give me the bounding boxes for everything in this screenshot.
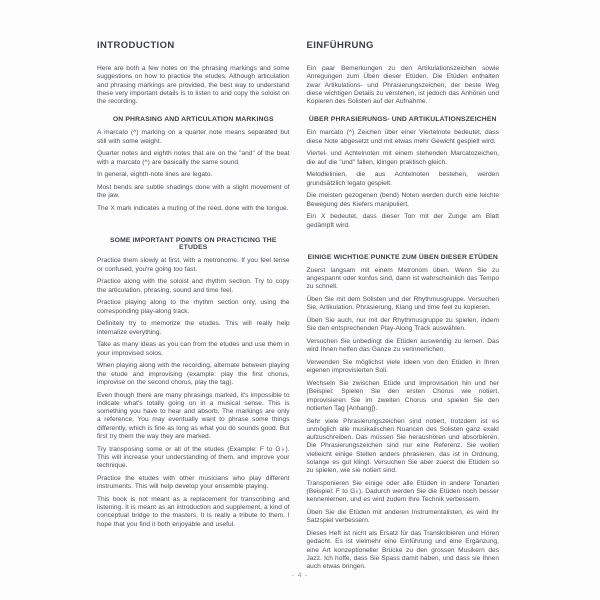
column-english [97, 40, 290, 576]
paragraph: Here are both a few notes on the phrasing markings and some suggestions on how to practice the etudes. Although articulation and phrasing markings are provided, the best way to understand these very important details is to listen to and copy the soloist on the recording. [97, 65, 290, 105]
paragraph: Practice them slowly at first, with a metronome. If you feel tense or confused, you're going too fast. [97, 257, 290, 273]
paragraph: Quarter notes and eighth notes that are on the "and" of the beat with a marcato (^) are basically the same sound. [97, 150, 290, 166]
paragraph: When playing along with the recording, alternate between playing the etude and improvising (example: play the first chorus, improvise on the second chorus, play the tag). [97, 362, 290, 386]
paragraph: Practice the etudes with other musicians who play different instruments. This will help develop your ensemble playing. [97, 474, 290, 490]
paragraph: Even though there are many phrasings marked, it's impossible to indicate what's totally going on in a musical sense. This is something you have to hear and absorb. The markings are only a reference. You may eventually want to phrase some things differently, which is fine as long as what you do sounds good. But first try them the way they are marked. [97, 391, 290, 440]
paragraph: Dieses Heft ist nicht als Ersatz für das Transkribieren und Hören gedacht. Es ist vielmehr eine Einführung und eine Ergänzung, eine Art konzeptioneller Brücke zu den grossen Musikern des Jazz. Ich hoffe, dass Sie Spass damit haben, und dass sie Ihnen auch etwas bringen. [306, 530, 499, 570]
section-heading-practicing-en: SOME IMPORTANT POINTS ON PRACTICING THE ETUDES [109, 237, 277, 252]
paragraph: Practice along with the soloist and rhythm section. Try to copy the articulation, phrasing, sound and time feel. [97, 278, 290, 294]
page-title-german: EINFÜHRUNG [306, 40, 374, 51]
paragraph: Take as many ideas as you can from the etudes and use them in your improvised solos. [97, 341, 290, 357]
intro-paragraphs-english [97, 65, 290, 106]
section-heading-practicing-de: EINIGE WICHTIGE PUNKTE ZUM ÜBEN DIESER ETÜDEN [307, 253, 498, 261]
paragraph: The X mark indicates a muting of the reed, done with the tongue. [97, 205, 289, 212]
paragraph: Üben Sie die Etüden mit anderen Instrumentalisten, es wird Ihr Satzspiel verbessern. [306, 509, 499, 525]
paragraph: This book is not meant as a replacement for transcribing and listening. It is meant as an introduction and supplement, a kind of conceptual bridge to the masters. It is really a tribute to them. I hope that you find it both enjoyable and useful. [97, 495, 290, 528]
section-phrasing-paragraphs-en [97, 129, 290, 213]
paragraph: In general, eighth-note lines are legato. [97, 171, 213, 179]
paragraph: Ein marcato (^) Zeichen über einer Viertelnote bedeutet, dass diese Note abgesetzt und mit etwas mehr Gewicht gespielt wird. [306, 129, 499, 145]
paragraph: Ein X bedeutet, dass dieser Ton mit der Zunge am Blatt gedämpft wird. [306, 213, 499, 229]
paragraph: Practice playing along to the rhythm section only, using the corresponding play-along track. [97, 299, 290, 315]
page-number: - 4 - [291, 572, 309, 579]
paragraph: Transponieren Sie einige oder alle Etüden in andere Tonarten (Beispiel: F to G♭). Dadurch werden Sie die Etüden noch besser kennenlernen, und es wird zudem Ihre Technik verbessern. [306, 479, 499, 504]
section-heading-phrasing-de: ÜBER PHRASIERUNGS- UND ARTIKULATIONSZEICHEN [308, 116, 497, 124]
paragraph: Try transposing some or all of the etudes (Example: F to G♭). This will increase your understanding of them, and improve your technique. [97, 445, 290, 469]
page-title-english: INTRODUCTION [97, 40, 175, 51]
intro-paragraphs-german [307, 65, 500, 106]
paragraph: Viertel- und Achtelnoten mit einem stehenden Marcatozeichen, die auf die "und" fallen, klingen praktisch gleich. [306, 150, 499, 166]
paragraph: Versuchen Sie unbedingt die Etüden auswendig zu lernen. Das wird Ihnen helfen das Ganze zu verinnerlichen. [306, 338, 499, 354]
paragraph: A marcato (^) marking on a quarter note means separated but still with some weight. [97, 129, 290, 145]
section-phrasing-paragraphs-de [307, 129, 500, 230]
section-practicing-paragraphs-de [307, 267, 500, 572]
paragraph: Üben Sie mit dem Solisten und der Rhythmusgruppe. Versuchen Sie, Artikulation, Phrasierung, Klang und time feel zu kopieren. [306, 296, 499, 312]
column-german [307, 40, 500, 576]
section-heading-phrasing-en: ON PHRASING AND ARTICULATION MARKINGS [112, 116, 274, 124]
paragraph: Wechseln Sie zwischen Etüde und Improvisation hin und her (Beispiel: Spielen Sie den ersten Chorus wie notiert, improvisieren Sie im zweiten Chorus und spielen Sie den notierten Tag [Anhang]). [306, 380, 499, 412]
paragraph: Üben Sie auch, nur mit der Rhythmusgruppe zu spielen, indem Sie den entsprechenden Play-Along Track auswählen. [306, 317, 499, 333]
paragraph: Sehr viele Phrasierungszeichen sind notiert, trotzdem ist es unmöglich alle musikalischen Nuancen des Solisten ganz exakt aufzuschreiben. Das müssen Sie heraushören und absorbieren. Die Phrasierungszeichen sind nur eine Referenz. Sie wollen vielleicht einige Stellen anders phrasieren, das ist in Ordnung, solange es gut klingt. Versuchen Sie aber zuerst die Etüden so zu spielen, wie sie notiert sind. [306, 417, 499, 474]
paragraph: Definitely try to memorize the etudes. This will really help internalize everything. [97, 320, 290, 336]
paragraph: Ein paar Bemerkungen zu den Artikulationszeichen sowie Anregungen zum Üben dieser Etüden. Die Etüden enthalten zwar Artikulations- und Phrasierungszeichen, der beste Weg diese wichtigen Details zu verstehen, ist jedoch das Anhören und Kopieren des Solisten auf der Aufnahme. [306, 65, 499, 105]
paragraph: Zuerst langsam mit einem Metronom üben. Wenn Sie zu angespannt oder konfus sind, dann ist wahrscheinlich das Tempo zu schnell. [306, 266, 499, 291]
paragraph: Melodielinien, die aus Achtelnoten bestehen, werden grundsätzlich legato gespielt. [306, 171, 499, 187]
section-practicing-paragraphs-en [97, 257, 290, 529]
paragraph: Die meisten gezogenen (bend) Noten werden durch eine leichte Bewegung des Kiefers manipuliert. [306, 192, 499, 208]
paragraph: Most bends are subtle shadings done with a slight movement of the jaw. [97, 184, 290, 200]
paragraph: Verwenden Sie möglichst viele Ideen von den Etüden in Ihren eigenen improvisierten Soli. [306, 359, 499, 375]
